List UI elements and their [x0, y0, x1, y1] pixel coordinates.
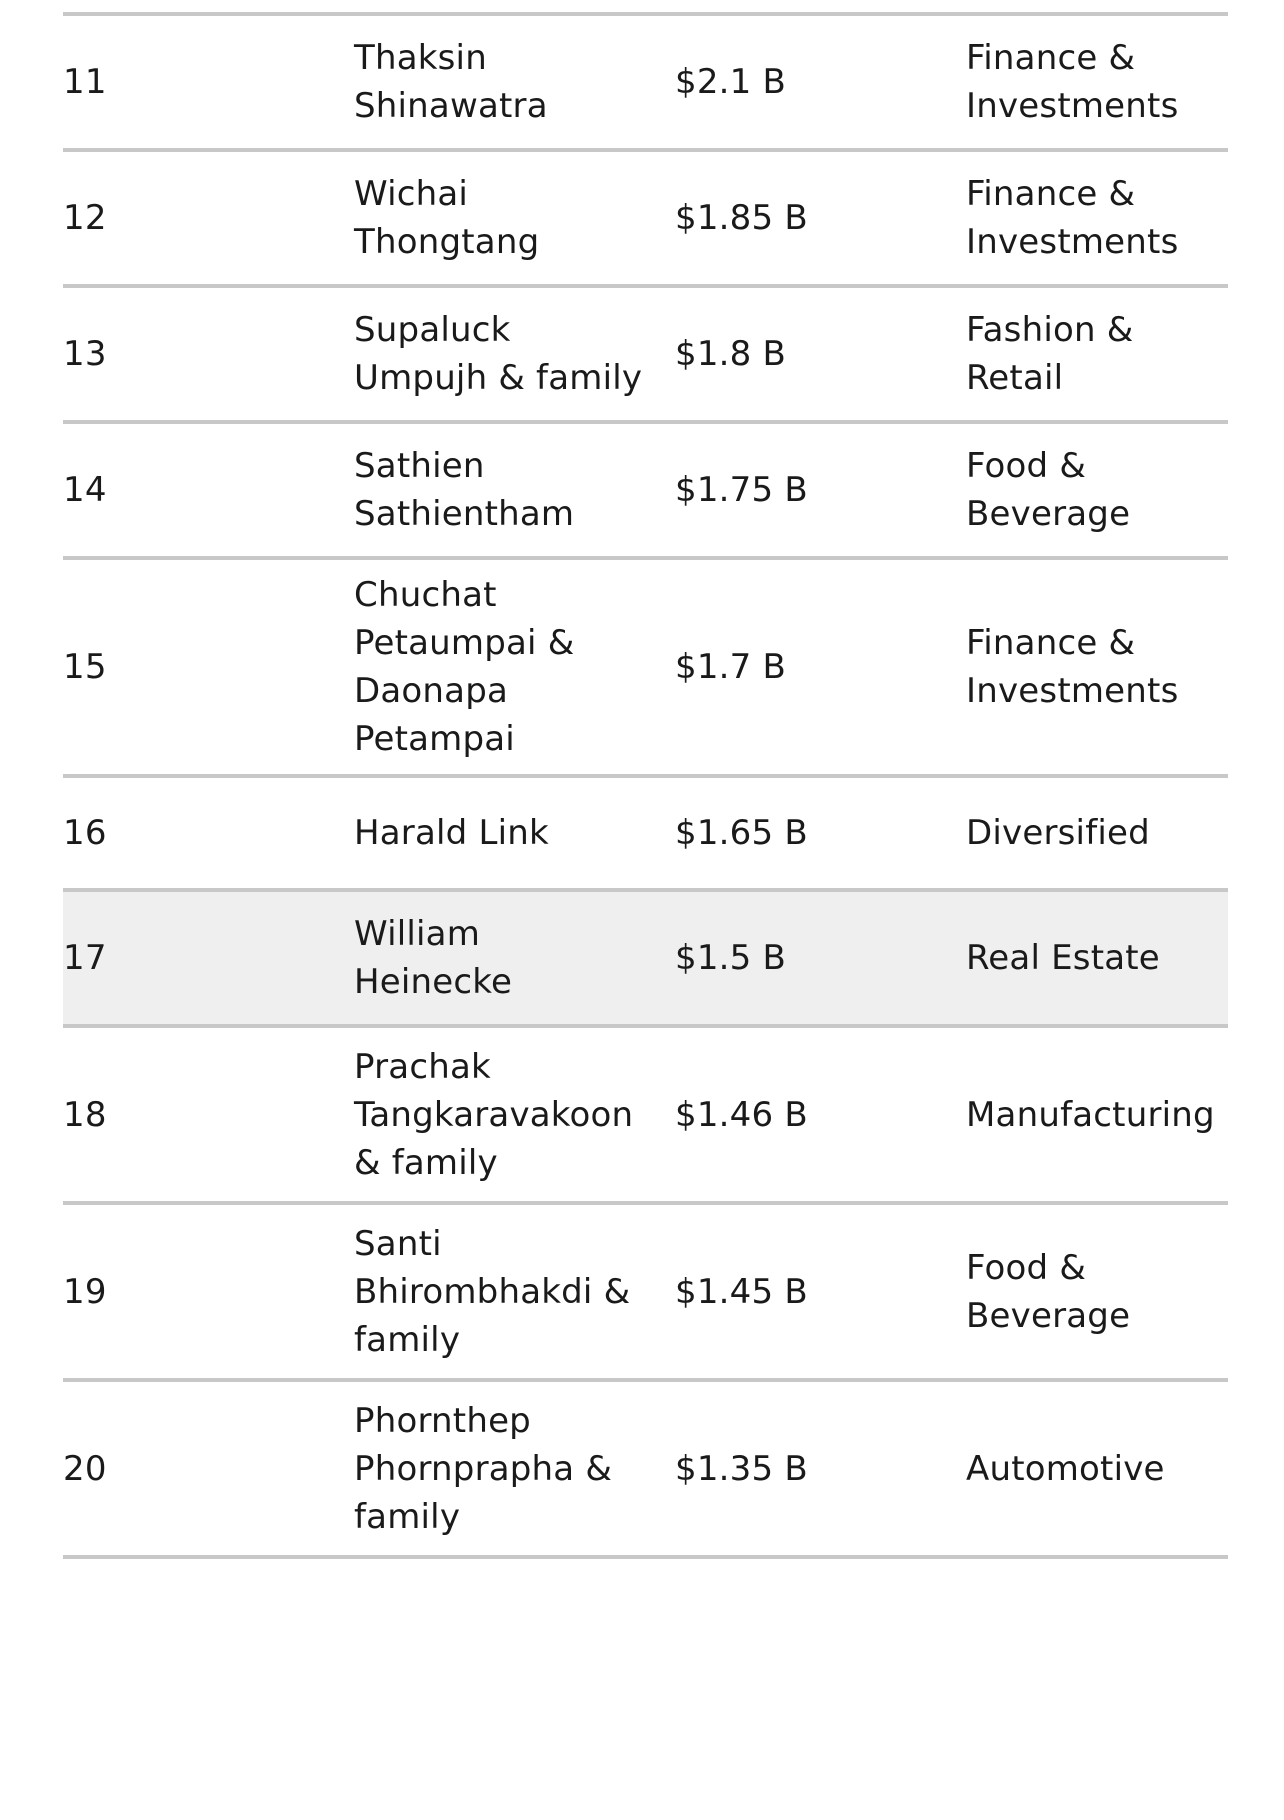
name-line: Phornthep: [354, 1400, 531, 1441]
industry-cell: [966, 170, 1228, 266]
industry-line: Investments: [966, 671, 1179, 711]
rank-cell: 17: [63, 938, 107, 978]
name-line: Umpujh & family: [354, 358, 643, 398]
industry-line: Real Estate: [966, 938, 1160, 978]
industry-line: Finance &: [966, 623, 1136, 663]
name-line: Wichai: [354, 174, 469, 214]
industry-line: Beverage: [966, 494, 1131, 534]
table-row: [63, 424, 1228, 560]
net-worth-cell: $1.85 B: [675, 198, 808, 238]
name-line: Chuchat: [354, 575, 497, 615]
industry-line: Automotive: [966, 1448, 1165, 1489]
name-line: Shinawatra: [354, 86, 548, 126]
name-cell: [354, 1043, 675, 1187]
rank-cell: 18: [63, 1094, 107, 1135]
industry-cell: [966, 1445, 1228, 1493]
table-row: [63, 892, 1228, 1028]
name-line: Harald Link: [354, 813, 549, 853]
industry-line: Food &: [966, 446, 1087, 486]
rank-cell: 16: [63, 813, 107, 853]
rank-cell: 13: [63, 334, 107, 374]
name-line: Prachak: [354, 1046, 491, 1087]
name-cell: [354, 910, 675, 1006]
net-worth-cell: $1.5 B: [675, 938, 787, 978]
industry-cell: [966, 619, 1228, 715]
name-line: Phornprapha &: [354, 1448, 613, 1489]
table-row: [63, 152, 1228, 288]
name-line: Supaluck: [354, 310, 511, 350]
industry-line: Manufacturing: [966, 1094, 1215, 1135]
industry-line: Diversified: [966, 813, 1150, 853]
rank-cell: 14: [63, 470, 107, 510]
industry-cell: [966, 809, 1228, 857]
industry-cell: [966, 442, 1228, 538]
industry-line: Retail: [966, 358, 1064, 398]
name-cell: [354, 1397, 675, 1541]
name-line: Daonapa: [354, 671, 509, 711]
name-cell: [354, 170, 675, 266]
net-worth-cell: $1.8 B: [675, 334, 787, 374]
name-line: Petaumpai &: [354, 623, 575, 663]
name-cell: [354, 34, 675, 130]
table-row: [63, 16, 1228, 152]
net-worth-cell: $1.45 B: [675, 1271, 808, 1312]
name-cell: [354, 442, 675, 538]
name-line: Thongtang: [354, 222, 540, 262]
name-line: & family: [354, 1142, 498, 1183]
name-line: Bhirombhakdi &: [354, 1271, 631, 1312]
industry-cell: [966, 306, 1228, 402]
table-row: [63, 560, 1228, 778]
rank-cell: 11: [63, 62, 107, 102]
rank-cell: 20: [63, 1448, 107, 1489]
net-worth-cell: $1.46 B: [675, 1094, 808, 1135]
name-line: Tangkaravakoon: [354, 1094, 634, 1135]
table-row: [63, 1382, 1228, 1559]
rank-cell: 15: [63, 647, 107, 687]
name-line: Santi: [354, 1223, 442, 1264]
name-cell: [354, 809, 675, 857]
name-line: Sathientham: [354, 494, 575, 534]
rank-cell: 19: [63, 1271, 107, 1312]
industry-cell: [966, 34, 1228, 130]
table-row: [63, 1028, 1228, 1205]
name-cell: [354, 1220, 675, 1364]
industry-line: Finance &: [966, 174, 1136, 214]
name-line: Thaksin: [354, 38, 487, 78]
industry-cell: [966, 934, 1228, 982]
name-line: Heinecke: [354, 962, 513, 1002]
name-line: Sathien: [354, 446, 485, 486]
name-line: Petampai: [354, 719, 515, 759]
table-row: [63, 1205, 1228, 1382]
name-cell: [354, 571, 675, 763]
net-worth-cell: $1.65 B: [675, 813, 808, 853]
table-row: [63, 288, 1228, 424]
industry-line: Fashion &: [966, 310, 1134, 350]
industry-cell: [966, 1091, 1228, 1139]
name-line: William: [354, 914, 481, 954]
industry-line: Beverage: [966, 1295, 1131, 1336]
net-worth-cell: $2.1 B: [675, 62, 787, 102]
industry-line: Finance &: [966, 38, 1136, 78]
billionaires-table: [63, 12, 1228, 1559]
industry-line: Investments: [966, 222, 1179, 262]
name-line: family: [354, 1496, 461, 1537]
net-worth-cell: $1.35 B: [675, 1448, 808, 1489]
name-cell: [354, 306, 675, 402]
net-worth-cell: $1.7 B: [675, 647, 787, 687]
industry-line: Food &: [966, 1247, 1087, 1288]
name-line: family: [354, 1319, 461, 1360]
industry-line: Investments: [966, 86, 1179, 126]
net-worth-cell: $1.75 B: [675, 470, 808, 510]
rank-cell: 12: [63, 198, 107, 238]
table-row: [63, 778, 1228, 892]
industry-cell: [966, 1244, 1228, 1340]
